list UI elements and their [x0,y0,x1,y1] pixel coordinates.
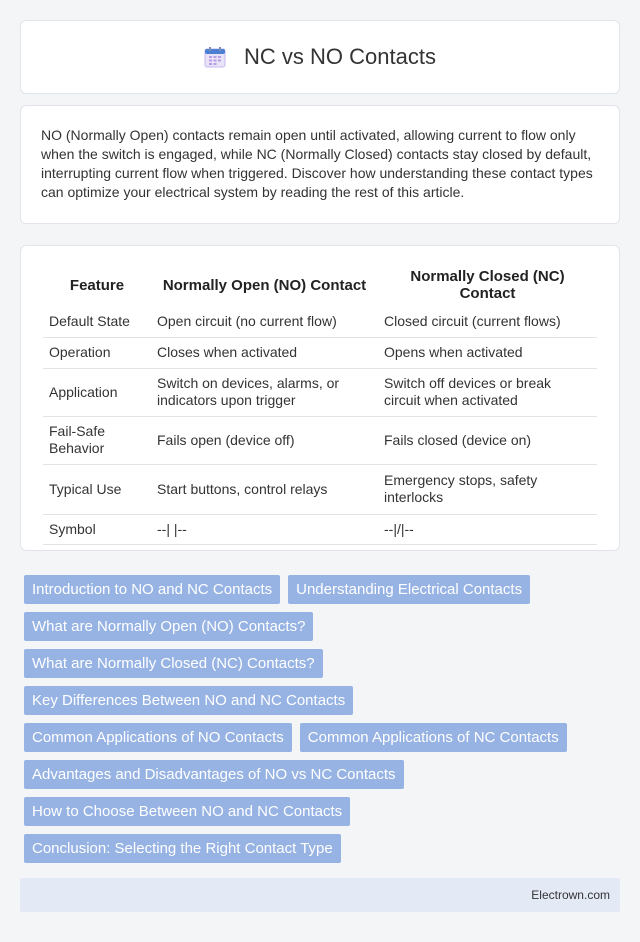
topic-tag-link[interactable]: Introduction to NO and NC Contacts [24,575,280,604]
topic-tag-link[interactable]: Common Applications of NO Contacts [24,723,292,752]
table-header-row [43,264,597,306]
table-cell: Open circuit (no current flow) [151,306,378,337]
topic-tag-link[interactable]: What are Normally Closed (NC) Contacts? [24,649,323,678]
calendar-icon [204,46,226,68]
tag-row [24,834,616,863]
tag-row [24,723,616,752]
footer-site-name: Electrown.com [531,888,610,902]
table-header-cell: Normally Closed (NC) Contact [410,268,565,302]
table-cell: Switch off devices or break circuit when activated [378,368,597,416]
table-cell: Application [43,368,151,416]
tag-row [24,612,616,641]
table-cell: Closes when activated [151,337,378,368]
topic-tag-link[interactable]: Conclusion: Selecting the Right Contact Type [24,834,341,863]
table-cell: Closed circuit (current flows) [378,306,597,337]
header-card [20,20,620,94]
table-cell: Emergency stops, safety interlocks [378,464,597,514]
topic-tag-link[interactable]: How to Choose Between NO and NC Contacts [24,797,350,826]
tag-row [24,575,616,604]
table-row [43,514,597,544]
comparison-table [43,264,597,545]
table-cell: Typical Use [43,464,151,514]
table-cell: Opens when activated [378,337,597,368]
topic-tag-link[interactable]: What are Normally Open (NO) Contacts? [24,612,313,641]
table-row [43,368,597,416]
page-title: NC vs NO Contacts [244,44,436,69]
tag-row [24,686,616,715]
topic-tag-link[interactable]: Advantages and Disadvantages of NO vs NC Contacts [24,760,404,789]
tag-row [24,649,616,678]
table-cell: Symbol [43,514,151,544]
table-cell: Fails open (device off) [151,416,378,464]
table-header-cell: Normally Open (NO) Contact [162,276,367,294]
topic-tags [24,575,616,871]
table-cell: --| |-- [151,514,378,544]
table-row [43,464,597,514]
table-cell: Default State [43,306,151,337]
table-header-cell: Feature [69,276,125,294]
topic-tag-link[interactable]: Key Differences Between NO and NC Contacts [24,686,353,715]
intro-text: NO (Normally Open) contacts remain open until activated, allowing current to flow only when the switch is engaged, while NC (Normally Closed) contacts stay closed by default, interrupting current flow when triggered. Discover how understanding these contact types can optimize your electrical system by reading the rest of this article. [41,127,593,200]
table-row [43,337,597,368]
table-cell: Fail-Safe Behavior [43,416,151,464]
tag-row [24,797,616,826]
topic-tag-link[interactable]: Common Applications of NC Contacts [300,723,567,752]
table-cell: --|/|-- [378,514,597,544]
tag-row [24,760,616,789]
intro-card [20,105,620,224]
table-row [43,306,597,337]
table-cell: Fails closed (device on) [378,416,597,464]
topic-tag-link[interactable]: Understanding Electrical Contacts [288,575,530,604]
comparison-table-card [20,245,620,551]
table-row [43,416,597,464]
footer [20,878,620,912]
table-cell: Operation [43,337,151,368]
table-cell: Start buttons, control relays [151,464,378,514]
table-cell: Switch on devices, alarms, or indicators upon trigger [151,368,378,416]
